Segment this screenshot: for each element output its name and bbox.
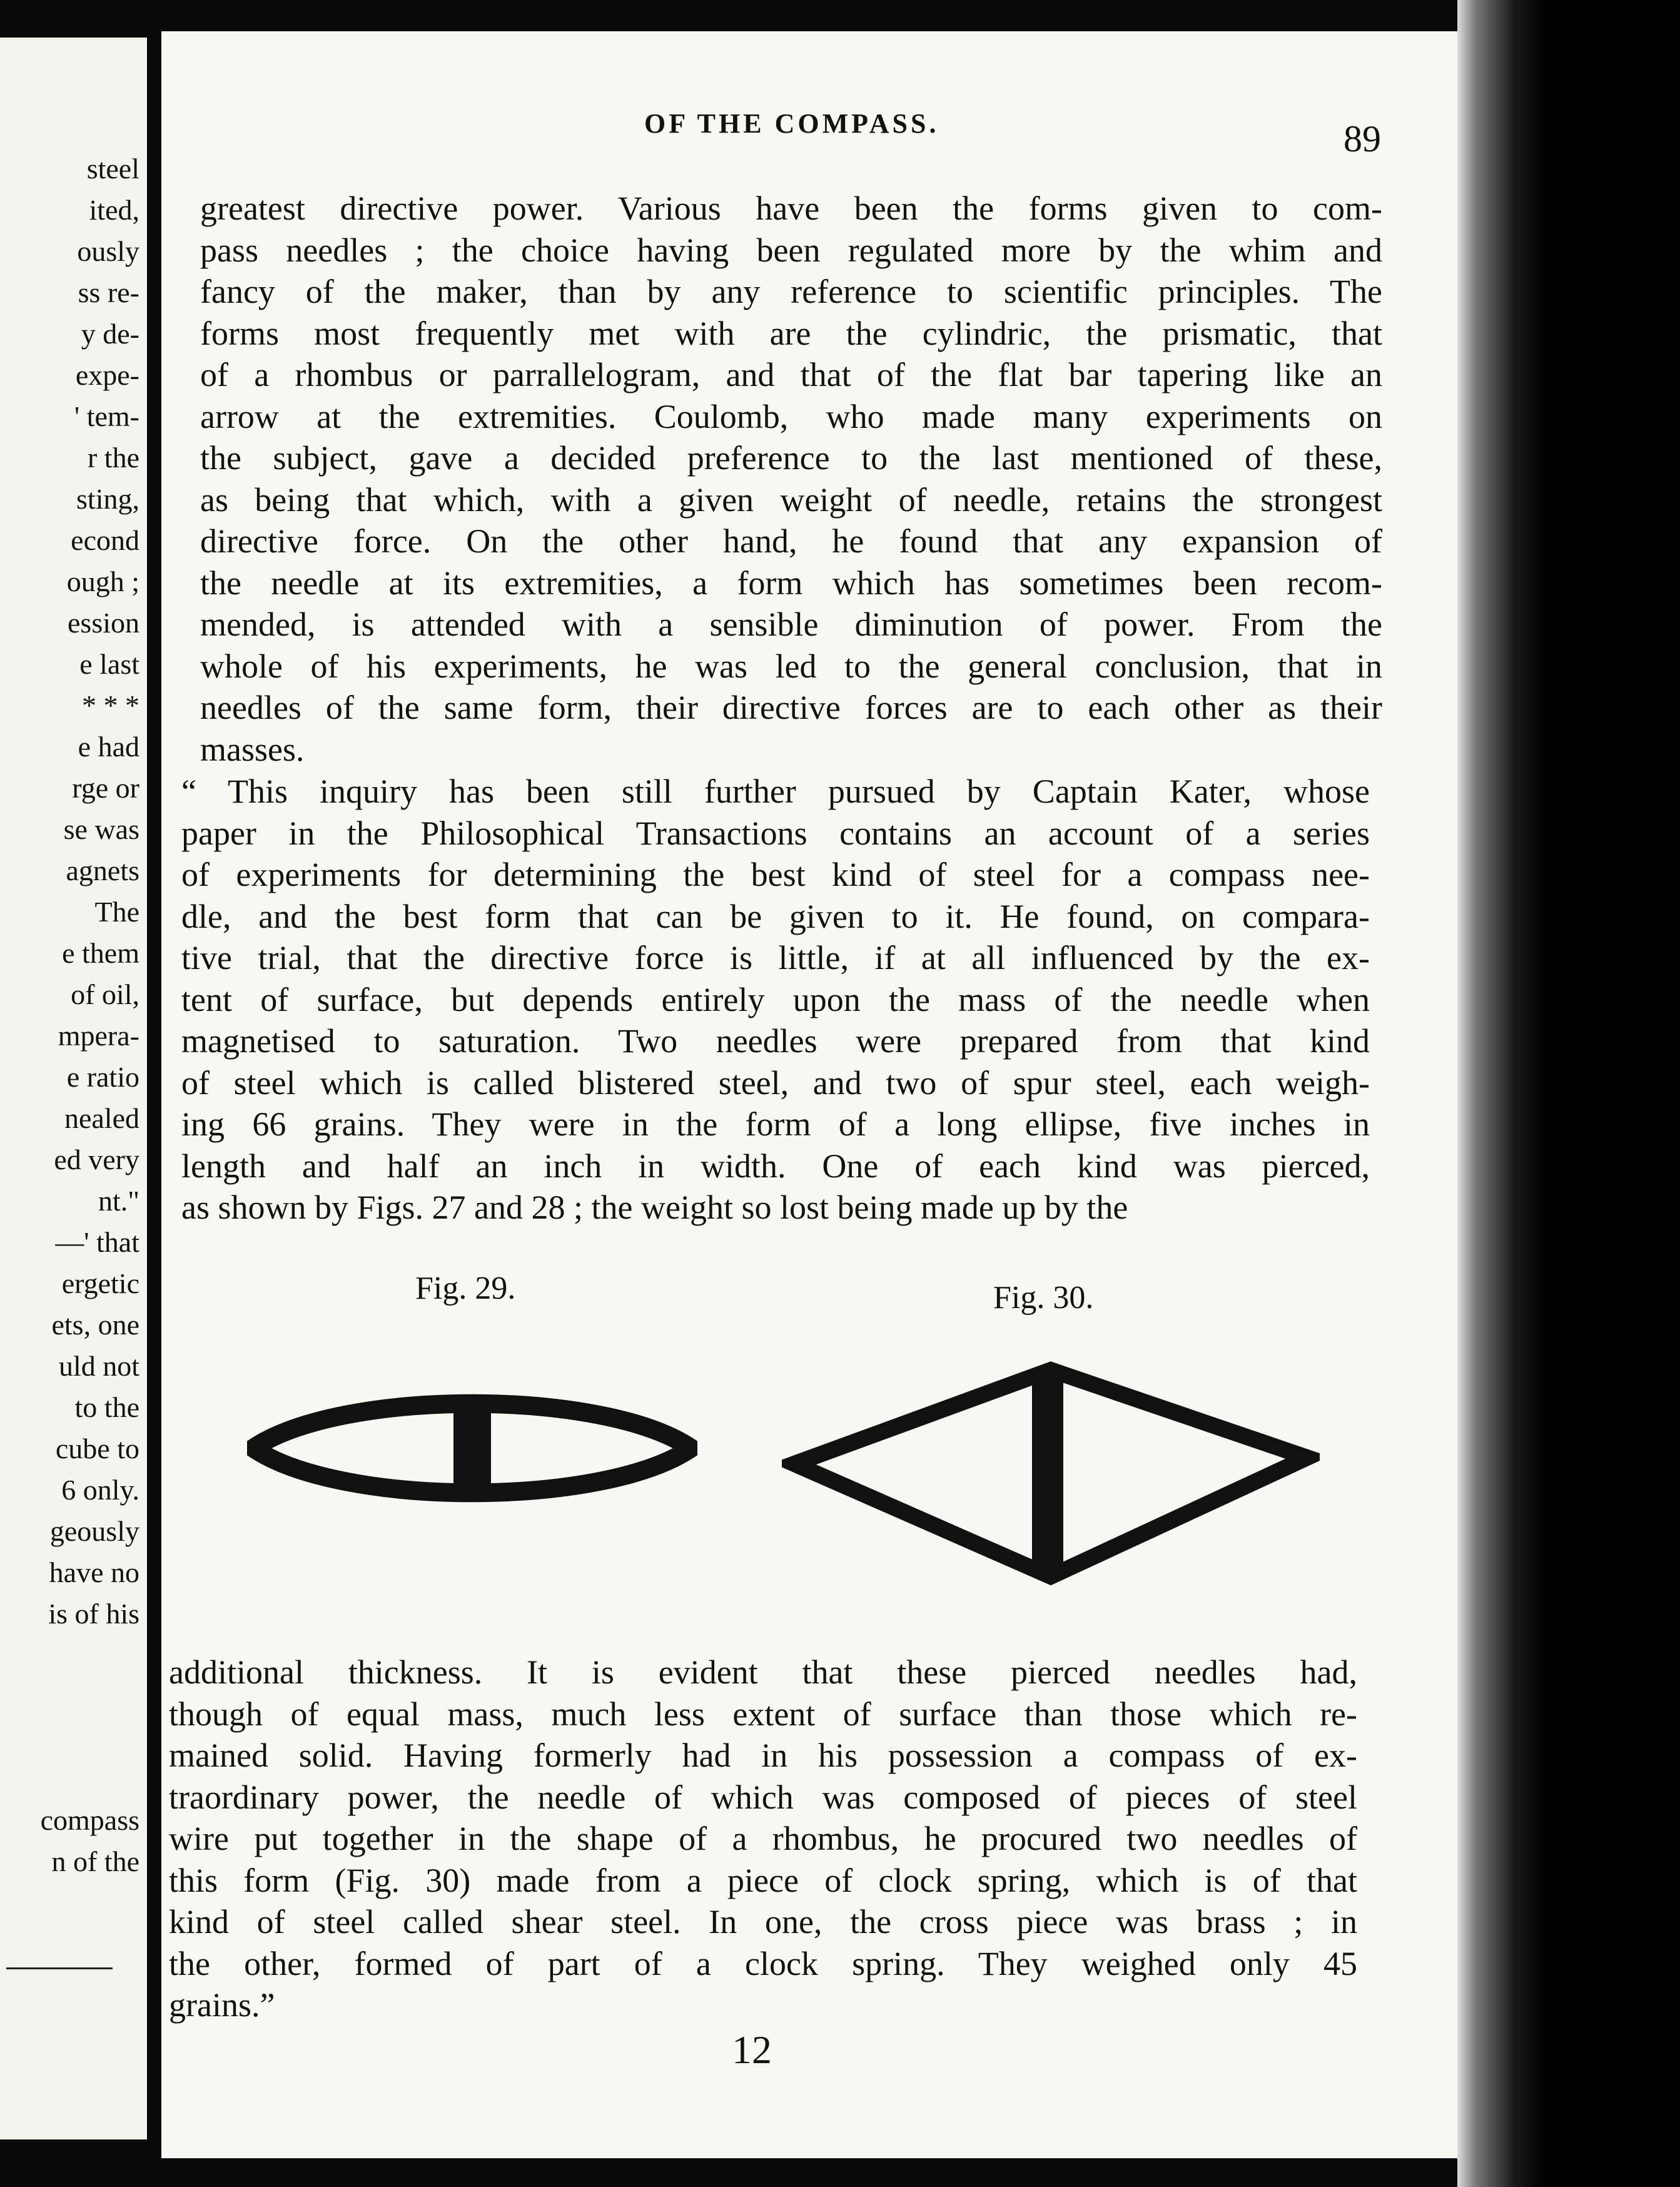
- left-page-line: econd: [71, 524, 139, 556]
- text-line: pass needles ; the choice having been regulated more by the whim and: [200, 231, 1382, 269]
- page-number: 89: [1343, 118, 1381, 160]
- text-line: the subject, gave a decided preference to the last mentioned of these,: [200, 439, 1382, 477]
- figure-29-pierced-ellipse-needle: [247, 1383, 697, 1514]
- text-line: wire put together in the shape of a rhombus, he procured two needles of: [169, 1820, 1357, 1857]
- left-page-line: 6 only.: [61, 1474, 139, 1506]
- left-page-line: ' tem-: [74, 400, 139, 432]
- text-line: arrow at the extremities. Coulomb, who made many experiments on: [200, 397, 1382, 435]
- page-edge-shadow: [1457, 0, 1680, 2187]
- text-line: tive trial, that the directive force is little, if at all influenced by the ex-: [181, 939, 1370, 977]
- left-page-line: ss re-: [78, 277, 139, 308]
- left-page-line: ergetic: [61, 1267, 139, 1299]
- text-line: mained solid. Having formerly had in his possession a compass of ex-: [169, 1737, 1357, 1774]
- text-line: directive force. On the other hand, he found that any expansion of: [200, 522, 1382, 560]
- paragraph-directive-power: [200, 188, 1382, 770]
- left-page-line: ough ;: [66, 566, 139, 597]
- left-page-line: r the: [87, 442, 139, 474]
- text-line: greatest directive power. Various have been the forms given to com-: [200, 190, 1382, 227]
- text-line: grains.”: [169, 1986, 275, 2024]
- text-line: mended, is attended with a sensible diminution of power. From the: [200, 606, 1382, 643]
- paragraph-rhombus-needle: [169, 1652, 1357, 2026]
- text-line: tent of surface, but depends entirely upon the mass of the needle when: [181, 980, 1370, 1018]
- text-line: of a rhombus or parrallelogram, and that of the flat bar tapering like an: [200, 356, 1382, 393]
- text-line: dle, and the best form that can be given to it. He found, on compara-: [181, 897, 1370, 935]
- text-line: this form (Fig. 30) made from a piece of clock spring, which is of that: [169, 1861, 1357, 1899]
- left-page-line: y de-: [81, 318, 139, 350]
- text-line: fancy of the maker, than by any reference to scientific principles. The: [200, 273, 1382, 310]
- left-page-line: cube to: [55, 1433, 139, 1464]
- figure-29-caption: Fig. 29.: [415, 1271, 516, 1306]
- signature-mark: 12: [732, 2027, 772, 2072]
- left-page-line: rge or: [72, 772, 139, 804]
- left-page-line: of oil,: [71, 978, 139, 1010]
- left-page-line: uld not: [58, 1350, 139, 1382]
- left-page-line: —' that: [55, 1226, 139, 1258]
- left-page-line: e them: [62, 937, 139, 969]
- left-page-line: mpera-: [58, 1020, 139, 1052]
- left-page-line: have no: [49, 1556, 139, 1588]
- running-head: OF THE COMPASS.: [644, 108, 939, 139]
- text-line: additional thickness. It is evident that these pierced needles had,: [169, 1653, 1357, 1691]
- text-line: as shown by Figs. 27 and 28 ; the weight so lost being made up by the: [181, 1189, 1128, 1226]
- text-line: the needle at its extremities, a form which has sometimes been recom-: [200, 564, 1382, 602]
- left-page-line: e last: [79, 648, 139, 680]
- left-page-line: e had: [78, 731, 139, 763]
- text-line: traordinary power, the needle of which was composed of pieces of steel: [169, 1778, 1357, 1816]
- left-page-line: geously: [49, 1515, 139, 1547]
- left-page-line: agnets: [66, 855, 139, 886]
- text-line: whole of his experiments, he was led to the general conclusion, that in: [200, 647, 1382, 685]
- text-line: paper in the Philosophical Transactions contains an account of a series: [181, 814, 1370, 852]
- left-page-line: nealed: [64, 1102, 139, 1134]
- left-page-line: ed very: [54, 1144, 139, 1175]
- left-page-line: * * *: [82, 689, 139, 721]
- figure-30-caption: Fig. 30.: [993, 1280, 1094, 1316]
- text-line: needles of the same form, their directive forces are to each other as their: [200, 689, 1382, 726]
- text-line: masses.: [200, 730, 305, 768]
- left-page-line: is of his: [48, 1598, 139, 1630]
- left-page-line: e ratio: [66, 1061, 139, 1093]
- text-line: length and half an inch in width. One of each kind was pierced,: [181, 1147, 1370, 1185]
- left-page-line: compass: [40, 1804, 139, 1836]
- left-page-line: se was: [63, 813, 139, 845]
- text-line: of experiments for determining the best kind of steel for a compass nee-: [181, 856, 1370, 893]
- text-line: of steel which is called blistered steel, and two of spur steel, each weigh-: [181, 1063, 1370, 1102]
- left-page-line: ets, one: [51, 1309, 139, 1341]
- left-facing-page: [0, 38, 147, 2139]
- left-page-footnote-rule: [6, 1967, 113, 1969]
- left-page-line: sting,: [76, 483, 139, 515]
- left-page-line: expe-: [75, 359, 139, 391]
- text-line: as being that which, with a given weight of needle, retains the strongest: [200, 480, 1382, 519]
- left-page-line: to the: [74, 1391, 139, 1423]
- text-line: “ This inquiry has been still further pursued by Captain Kater, whose: [181, 773, 1370, 810]
- text-line: magnetised to saturation. Two needles were prepared from that kind: [181, 1022, 1370, 1060]
- left-page-line: ited,: [89, 194, 139, 226]
- text-line: kind of steel called shear steel. In one, the cross piece was brass ; in: [169, 1903, 1357, 1941]
- left-page-line: ously: [77, 235, 139, 267]
- left-page-line: nt.": [98, 1185, 139, 1217]
- figure-30-rhombus-needle: [782, 1357, 1320, 1595]
- text-line: ing 66 grains. They were in the form of a long ellipse, five inches in: [181, 1105, 1370, 1143]
- text-line: though of equal mass, much less extent of surface than those which re-: [169, 1695, 1357, 1733]
- left-page-line: steel: [86, 153, 139, 185]
- paragraph-captain-kater: [181, 771, 1370, 1229]
- left-page-line: ession: [68, 607, 139, 639]
- left-page-line: n of the: [51, 1845, 139, 1877]
- text-line: the other, formed of part of a clock spring. They weighed only 45: [169, 1944, 1357, 1982]
- left-page-line: The: [94, 896, 139, 928]
- text-line: forms most frequently met with are the cylindric, the prismatic, that: [200, 314, 1382, 352]
